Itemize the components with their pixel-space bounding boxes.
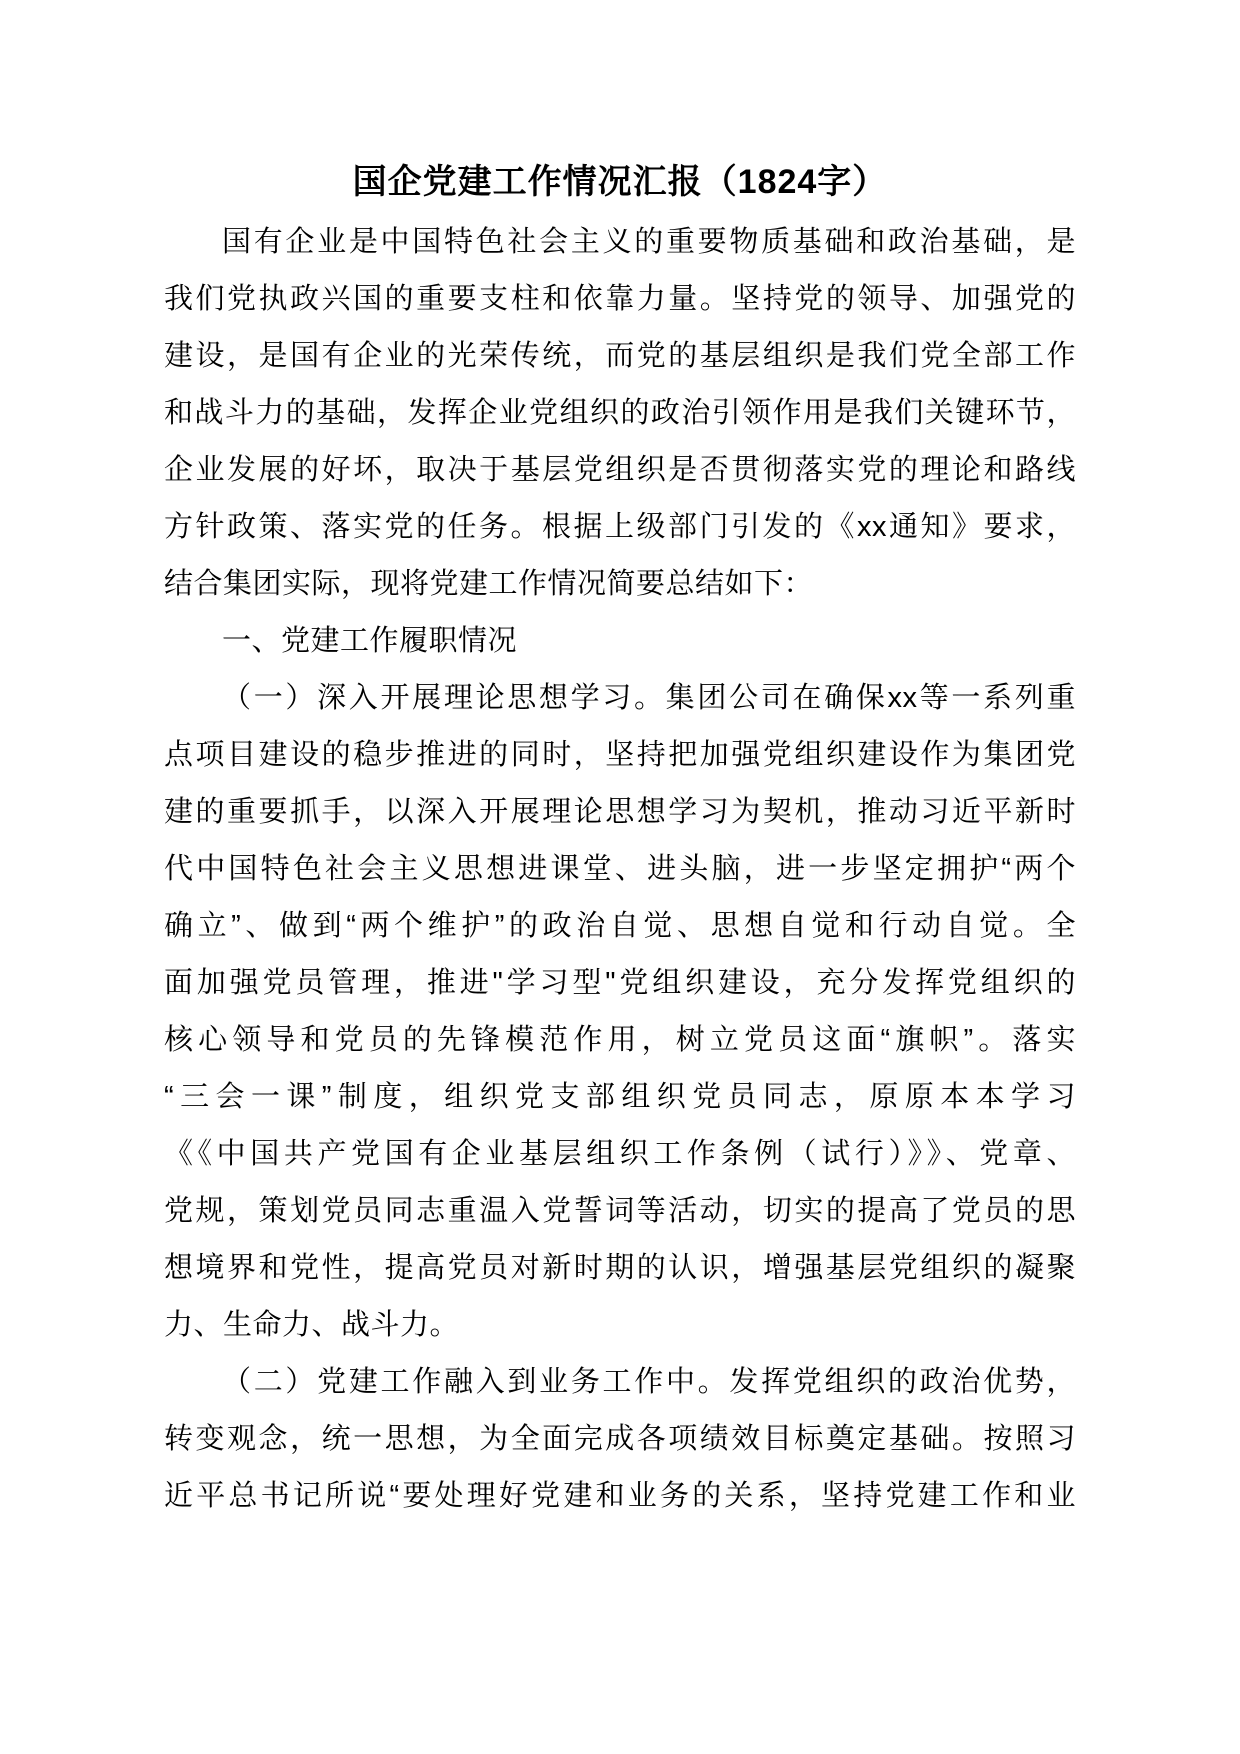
text-line: 力、生命力、战斗力。: [164, 1309, 460, 1341]
text-line: 想境界和党性，提高党员对新时期的认识，增强基层党组织的凝聚: [164, 1252, 1076, 1284]
text-line: 企业发展的好坏，取决于基层党组织是否贯彻落实党的理论和路线: [164, 454, 1076, 486]
text-line: 国有企业是中国特色社会主义的重要物质基础和政治基础，是: [222, 226, 1076, 258]
text-line: 转变观念，统一思想，为全面完成各项绩效目标奠定基础。按照习: [164, 1423, 1076, 1455]
text-line: 我们党执政兴国的重要支柱和依靠力量。坚持党的领导、加强党的: [164, 283, 1076, 315]
text-line: 点项目建设的稳步推进的同时，坚持把加强党组织建设作为集团党: [164, 739, 1076, 771]
text-line: 核心领导和党员的先锋模范作用，树立党员这面“旗帜”。落实: [164, 1024, 1076, 1056]
document-content: [164, 150, 1076, 1525]
text-line: “三会一课”制度，组织党支部组织党员同志，原原本本学习: [164, 1081, 1076, 1113]
text-line: 确立”、做到“两个维护”的政治自觉、思想自觉和行动自觉。全: [164, 910, 1076, 942]
text-line: （一）深入开展理论思想学习。集团公司在确保xx等一系列重: [222, 682, 1076, 714]
text-line: 近平总书记所说“要处理好党建和业务的关系，坚持党建工作和业: [164, 1480, 1076, 1512]
document-body: [164, 214, 1076, 1525]
text-line: 和战斗力的基础，发挥企业党组织的政治引领作用是我们关键环节，: [164, 397, 1076, 429]
text-line: 代中国特色社会主义思想进课堂、进头脑，进一步坚定拥护“两个: [164, 853, 1076, 885]
document-title: 国企党建工作情况汇报（1824字）: [352, 163, 888, 201]
text-line: 《《中国共产党国有企业基层组织工作条例（试行）》》、党章、: [164, 1138, 1076, 1170]
text-line: 结合集团实际，现将党建工作情况简要总结如下：: [164, 568, 814, 600]
text-line: 面加强党员管理，推进"学习型"党组织建设，充分发挥党组织的: [164, 967, 1076, 999]
text-line: 党规，策划党员同志重温入党誓词等活动，切实的提高了党员的思: [164, 1195, 1076, 1227]
text-line: 方针政策、落实党的任务。根据上级部门引发的《xx通知》要求，: [164, 511, 1076, 543]
text-line: 建的重要抓手，以深入开展理论思想学习为契机，推动习近平新时: [164, 796, 1076, 828]
text-line: （二）党建工作融入到业务工作中。发挥党组织的政治优势，: [222, 1366, 1076, 1398]
text-line: 一、党建工作履职情况: [222, 625, 518, 657]
text-line: 建设，是国有企业的光荣传统，而党的基层组织是我们党全部工作: [164, 340, 1076, 372]
